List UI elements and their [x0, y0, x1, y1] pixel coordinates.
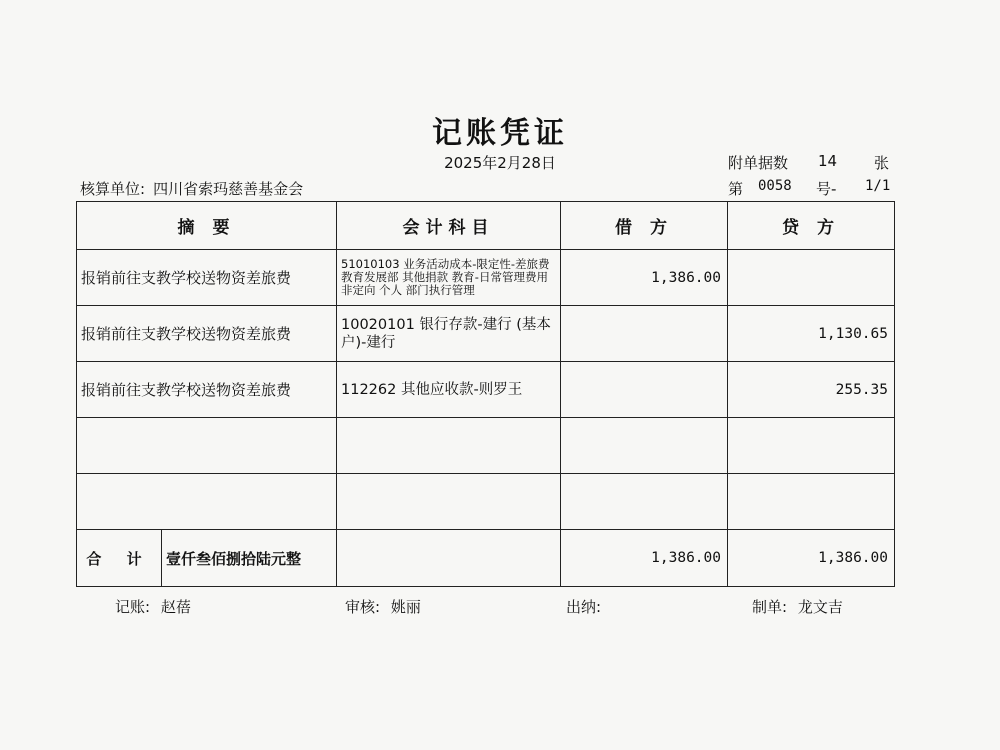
total-debit: 1,386.00	[561, 530, 728, 587]
row-account: 112262 其他应收款-则罗王	[337, 362, 561, 418]
row-summary: 报销前往支教学校送物资差旅费	[77, 306, 337, 362]
row-credit: 1,130.65	[728, 306, 895, 362]
row-debit	[561, 474, 728, 530]
header-debit: 借 方	[561, 202, 728, 250]
row-debit: 1,386.00	[561, 250, 728, 306]
voucher-title: 记账凭证	[432, 116, 568, 151]
header-account: 会计科目	[337, 202, 561, 250]
voucher-number-prefix: 第	[728, 180, 744, 198]
row-account	[337, 474, 561, 530]
accounting-unit	[80, 178, 303, 199]
attachments-count: 14	[818, 152, 838, 170]
attachments-label: 附单据数	[728, 154, 789, 172]
voucher-table	[76, 201, 895, 587]
row-credit	[728, 474, 895, 530]
accounting-unit-value: 四川省索玛慈善基金会	[153, 180, 304, 198]
signature-reviewer	[345, 596, 421, 617]
header-credit: 贷 方	[728, 202, 895, 250]
bookkeeper-name: 赵蓓	[160, 598, 191, 616]
reviewer-name: 姚丽	[390, 598, 421, 616]
row-account	[337, 418, 561, 474]
voucher-page: 1/1	[865, 178, 891, 194]
row-account: 51010103 业务活动成本-限定性-差旅费 教育发展部 其他捐款 教育-日常管理费用 非定向 个人 部门执行管理	[337, 250, 561, 306]
cashier-label: 出纳:	[566, 598, 602, 616]
total-account-empty	[337, 530, 561, 587]
voucher-date: 2025年2月28日	[444, 154, 556, 172]
row-debit	[561, 362, 728, 418]
bookkeeper-label: 记账:	[115, 598, 151, 616]
table-header	[77, 202, 895, 250]
preparer-name: 龙文吉	[797, 598, 843, 616]
signature-cashier	[566, 596, 607, 617]
signature-preparer	[752, 596, 843, 617]
table-row	[77, 362, 895, 418]
header-summary: 摘 要	[77, 202, 337, 250]
signature-bookkeeper	[115, 596, 191, 617]
row-summary	[77, 474, 337, 530]
row-summary	[77, 418, 337, 474]
row-credit: 255.35	[728, 362, 895, 418]
table-row	[77, 250, 895, 306]
row-summary: 报销前往支教学校送物资差旅费	[77, 250, 337, 306]
total-label: 合 计	[77, 530, 162, 586]
row-debit	[561, 418, 728, 474]
table-row	[77, 474, 895, 530]
row-debit	[561, 306, 728, 362]
table-row	[77, 418, 895, 474]
row-account: 10020101 银行存款-建行 (基本户)-建行	[337, 306, 561, 362]
voucher-number-suffix: 号-	[816, 180, 837, 198]
preparer-label: 制单:	[752, 598, 788, 616]
attachments-unit: 张	[874, 154, 890, 172]
total-cell	[77, 530, 337, 587]
row-summary: 报销前往支教学校送物资差旅费	[77, 362, 337, 418]
accounting-unit-label: 核算单位:	[80, 180, 146, 198]
total-row	[77, 530, 895, 587]
row-credit	[728, 418, 895, 474]
table-row	[77, 306, 895, 362]
reviewer-label: 审核:	[345, 598, 381, 616]
row-credit	[728, 250, 895, 306]
total-credit: 1,386.00	[728, 530, 895, 587]
total-amount-words: 壹仟叁佰捌拾陆元整	[166, 549, 302, 568]
voucher-number-value: 0058	[758, 178, 792, 194]
